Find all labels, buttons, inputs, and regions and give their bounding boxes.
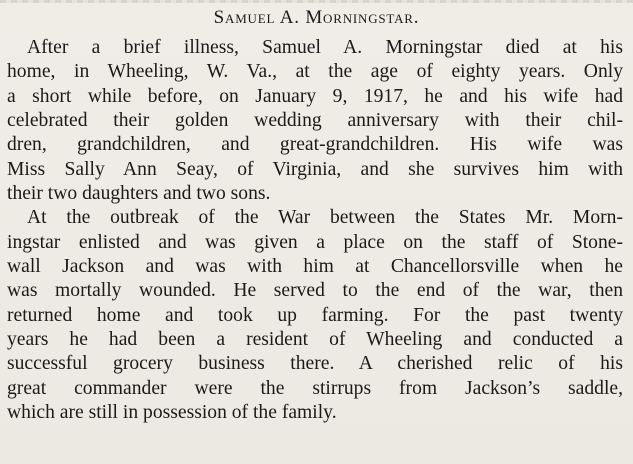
paragraph-1 [7, 36, 623, 206]
text-line: home, in Wheeling, W. Va., at the age of eighty years. Only [7, 61, 623, 83]
text-line: great commander were the stirrups from Jackson’s saddle, [7, 377, 623, 399]
text-line: At the outbreak of the War between the States Mr. Morn- [27, 207, 623, 229]
page-top-edge [0, 0, 633, 3]
text-line: dren, grandchildren, and great-grandchildren. His wife was [7, 134, 623, 156]
text-line: celebrated their golden wedding anniversary with their chil- [7, 110, 623, 132]
text-line: ingstar enlisted and was given a place on the staff of Stone- [7, 231, 623, 253]
text-line: was mortally wounded. He served to the end of the war, then [7, 280, 623, 302]
text-line: a short while before, on January 9, 1917, he and his wife had [7, 85, 623, 107]
text-line: which are still in possession of the family. [7, 402, 337, 424]
article-body [7, 36, 623, 426]
text-line: wall Jackson and was with him at Chancellorsville when he [7, 256, 623, 278]
text-line: their two daughters and two sons. [7, 183, 271, 205]
text-line: years he had been a resident of Wheeling and conducted a [7, 329, 623, 351]
text-line: returned home and took up farming. For the past twenty [7, 304, 623, 326]
text-line: After a brief illness, Samuel A. Morningstar died at his [27, 37, 623, 58]
paragraph-2 [7, 206, 623, 425]
text-line: Miss Sally Ann Seay, of Virginia, and she survives him with [7, 158, 623, 180]
article-title: Samuel A. Morningstar. [213, 7, 420, 28]
text-line: successful grocery business there. A cherished relic of his [7, 353, 623, 375]
